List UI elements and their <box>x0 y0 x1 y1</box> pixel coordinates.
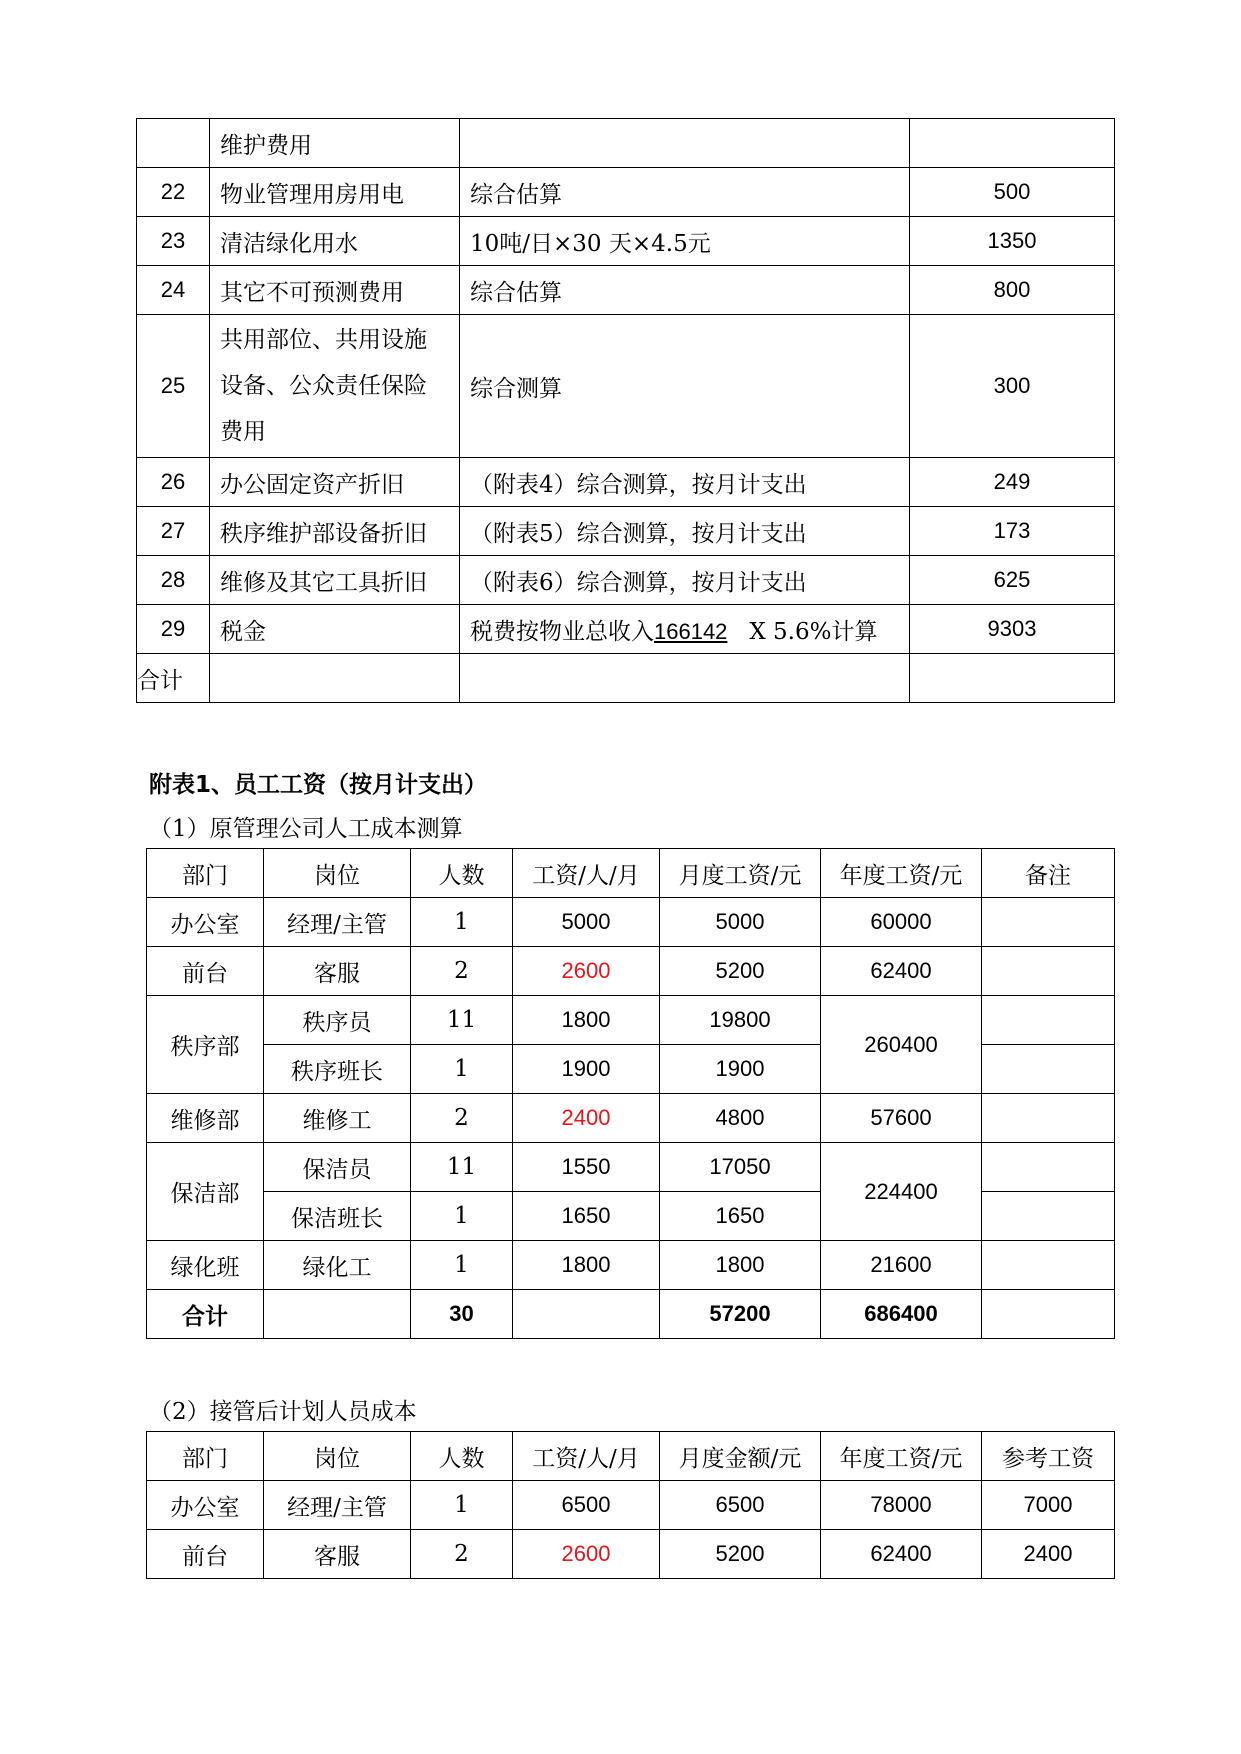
dept: 绿化班 <box>147 1241 264 1290</box>
wage-highlight: 2400 <box>513 1094 660 1143</box>
header-cell: 人数 <box>411 1432 513 1481</box>
row-no <box>137 119 210 168</box>
empty-cell <box>264 1290 411 1339</box>
total-income: 166142 <box>654 618 728 644</box>
wage-highlight: 2600 <box>513 947 660 996</box>
monthly: 1900 <box>660 1045 821 1094</box>
total-count: 30 <box>411 1290 513 1339</box>
header-cell: 备注 <box>982 849 1115 898</box>
post: 客服 <box>264 1530 411 1579</box>
header-cell: 月度工资/元 <box>660 849 821 898</box>
dept: 秩序部 <box>147 996 264 1094</box>
item-name: 物业管理用房用电 <box>210 168 460 217</box>
count: 1 <box>411 1241 513 1290</box>
basis-gap <box>727 619 749 645</box>
annual: 260400 <box>821 996 982 1094</box>
amount: 173 <box>910 507 1115 556</box>
empty-cell <box>460 654 910 703</box>
basis <box>460 605 910 654</box>
empty-cell <box>982 1290 1115 1339</box>
total-label: 合计 <box>147 1290 264 1339</box>
basis: （附表6）综合测算，按月计支出 <box>460 556 910 605</box>
planned-staff-cost-table <box>146 1431 1115 1579</box>
table-row <box>147 1143 1115 1192</box>
table-row <box>137 556 1115 605</box>
wage: 1800 <box>513 1241 660 1290</box>
table-row <box>147 947 1115 996</box>
note <box>982 1045 1115 1094</box>
table-row <box>137 119 1115 168</box>
annual: 60000 <box>821 898 982 947</box>
appendix-heading: 附表1、员工工资（按月计支出） <box>149 772 488 798</box>
row-no: 24 <box>137 266 210 315</box>
note <box>982 1241 1115 1290</box>
note <box>982 1192 1115 1241</box>
item-name: 其它不可预测费用 <box>210 266 460 315</box>
count: 2 <box>411 1530 513 1579</box>
monthly: 6500 <box>660 1481 821 1530</box>
subsection-title: （1）原管理公司人工成本测算 <box>149 816 463 842</box>
item-name <box>210 315 460 458</box>
monthly: 5200 <box>660 947 821 996</box>
monthly: 1800 <box>660 1241 821 1290</box>
header-row <box>147 849 1115 898</box>
basis-prefix: 税费按物业总收入 <box>470 618 654 645</box>
amount: 249 <box>910 458 1115 507</box>
total-monthly: 57200 <box>660 1290 821 1339</box>
header-cell: 工资/人/月 <box>513 1432 660 1481</box>
dept: 维修部 <box>147 1094 264 1143</box>
table-row <box>147 1530 1115 1579</box>
item-name: 秩序维护部设备折旧 <box>210 507 460 556</box>
item-line: 设备、公众责任保险 <box>220 373 427 399</box>
count: 1 <box>411 1045 513 1094</box>
header-cell: 参考工资 <box>982 1432 1115 1481</box>
reference-wage: 2400 <box>982 1530 1115 1579</box>
total-row <box>147 1290 1115 1339</box>
amount: 9303 <box>910 605 1115 654</box>
header-row <box>147 1432 1115 1481</box>
item-name: 维护费用 <box>210 119 460 168</box>
note <box>982 1094 1115 1143</box>
table-row <box>137 507 1115 556</box>
monthly: 5000 <box>660 898 821 947</box>
post: 经理/主管 <box>264 898 411 947</box>
annual: 78000 <box>821 1481 982 1530</box>
expense-table <box>136 118 1115 703</box>
amount <box>910 119 1115 168</box>
table-row <box>137 605 1115 654</box>
table-row <box>147 996 1115 1045</box>
item-name: 维修及其它工具折旧 <box>210 556 460 605</box>
annual: 57600 <box>821 1094 982 1143</box>
monthly: 17050 <box>660 1143 821 1192</box>
row-no: 28 <box>137 556 210 605</box>
dept: 保洁部 <box>147 1143 264 1241</box>
row-no: 27 <box>137 507 210 556</box>
total-label: 合计 <box>137 654 210 703</box>
basis: 综合测算 <box>460 315 910 458</box>
count: 2 <box>411 947 513 996</box>
note <box>982 898 1115 947</box>
total-row <box>137 654 1115 703</box>
header-cell: 岗位 <box>264 849 411 898</box>
basis: 综合估算 <box>460 266 910 315</box>
row-no: 22 <box>137 168 210 217</box>
header-cell: 工资/人/月 <box>513 849 660 898</box>
empty-cell <box>210 654 460 703</box>
header-cell: 部门 <box>147 849 264 898</box>
total-annual: 686400 <box>821 1290 982 1339</box>
wage: 1800 <box>513 996 660 1045</box>
post: 经理/主管 <box>264 1481 411 1530</box>
basis: （附表5）综合测算，按月计支出 <box>460 507 910 556</box>
annual: 62400 <box>821 947 982 996</box>
item-name: 清洁绿化用水 <box>210 217 460 266</box>
basis <box>460 119 910 168</box>
amount: 1350 <box>910 217 1115 266</box>
header-cell: 岗位 <box>264 1432 411 1481</box>
monthly: 19800 <box>660 996 821 1045</box>
row-no: 26 <box>137 458 210 507</box>
row-no: 23 <box>137 217 210 266</box>
header-cell: 部门 <box>147 1432 264 1481</box>
table-row <box>137 168 1115 217</box>
empty-cell <box>513 1290 660 1339</box>
item-name: 办公固定资产折旧 <box>210 458 460 507</box>
post: 保洁班长 <box>264 1192 411 1241</box>
wage: 1650 <box>513 1192 660 1241</box>
table-row <box>147 1481 1115 1530</box>
post: 绿化工 <box>264 1241 411 1290</box>
wage: 1550 <box>513 1143 660 1192</box>
header-cell: 年度工资/元 <box>821 1432 982 1481</box>
table-row <box>147 898 1115 947</box>
wage: 1900 <box>513 1045 660 1094</box>
dept: 前台 <box>147 947 264 996</box>
note <box>982 996 1115 1045</box>
header-cell: 年度工资/元 <box>821 849 982 898</box>
table-row <box>147 1241 1115 1290</box>
amount: 500 <box>910 168 1115 217</box>
empty-cell <box>910 654 1115 703</box>
reference-wage: 7000 <box>982 1481 1115 1530</box>
header-cell: 月度金额/元 <box>660 1432 821 1481</box>
count: 1 <box>411 898 513 947</box>
post: 维修工 <box>264 1094 411 1143</box>
table-row <box>147 1094 1115 1143</box>
annual: 62400 <box>821 1530 982 1579</box>
post: 秩序员 <box>264 996 411 1045</box>
wage: 5000 <box>513 898 660 947</box>
subsection-title: （2）接管后计划人员成本 <box>149 1399 417 1425</box>
table-row <box>137 217 1115 266</box>
item-name: 税金 <box>210 605 460 654</box>
amount: 800 <box>910 266 1115 315</box>
monthly: 5200 <box>660 1530 821 1579</box>
post: 客服 <box>264 947 411 996</box>
table-row <box>137 315 1115 458</box>
monthly: 1650 <box>660 1192 821 1241</box>
post: 保洁员 <box>264 1143 411 1192</box>
row-no: 29 <box>137 605 210 654</box>
note <box>982 947 1115 996</box>
monthly: 4800 <box>660 1094 821 1143</box>
wage-highlight: 2600 <box>513 1530 660 1579</box>
count: 2 <box>411 1094 513 1143</box>
dept: 办公室 <box>147 898 264 947</box>
basis: （附表4）综合测算，按月计支出 <box>460 458 910 507</box>
basis-suffix: X 5.6%计算 <box>749 618 878 645</box>
basis: 10吨/日×30 天×4.5元 <box>460 217 910 266</box>
annual: 224400 <box>821 1143 982 1241</box>
count: 1 <box>411 1481 513 1530</box>
note <box>982 1143 1115 1192</box>
count: 1 <box>411 1192 513 1241</box>
amount: 625 <box>910 556 1115 605</box>
basis: 综合估算 <box>460 168 910 217</box>
annual: 21600 <box>821 1241 982 1290</box>
table-row <box>137 458 1115 507</box>
original-staff-cost-table <box>146 848 1115 1339</box>
dept: 前台 <box>147 1530 264 1579</box>
table-row <box>137 266 1115 315</box>
post: 秩序班长 <box>264 1045 411 1094</box>
wage: 6500 <box>513 1481 660 1530</box>
header-cell: 人数 <box>411 849 513 898</box>
item-line: 共用部位、共用设施 <box>220 327 427 353</box>
amount: 300 <box>910 315 1115 458</box>
row-no: 25 <box>137 315 210 458</box>
count: 11 <box>411 996 513 1045</box>
count: 11 <box>411 1143 513 1192</box>
item-line: 费用 <box>220 419 266 445</box>
dept: 办公室 <box>147 1481 264 1530</box>
